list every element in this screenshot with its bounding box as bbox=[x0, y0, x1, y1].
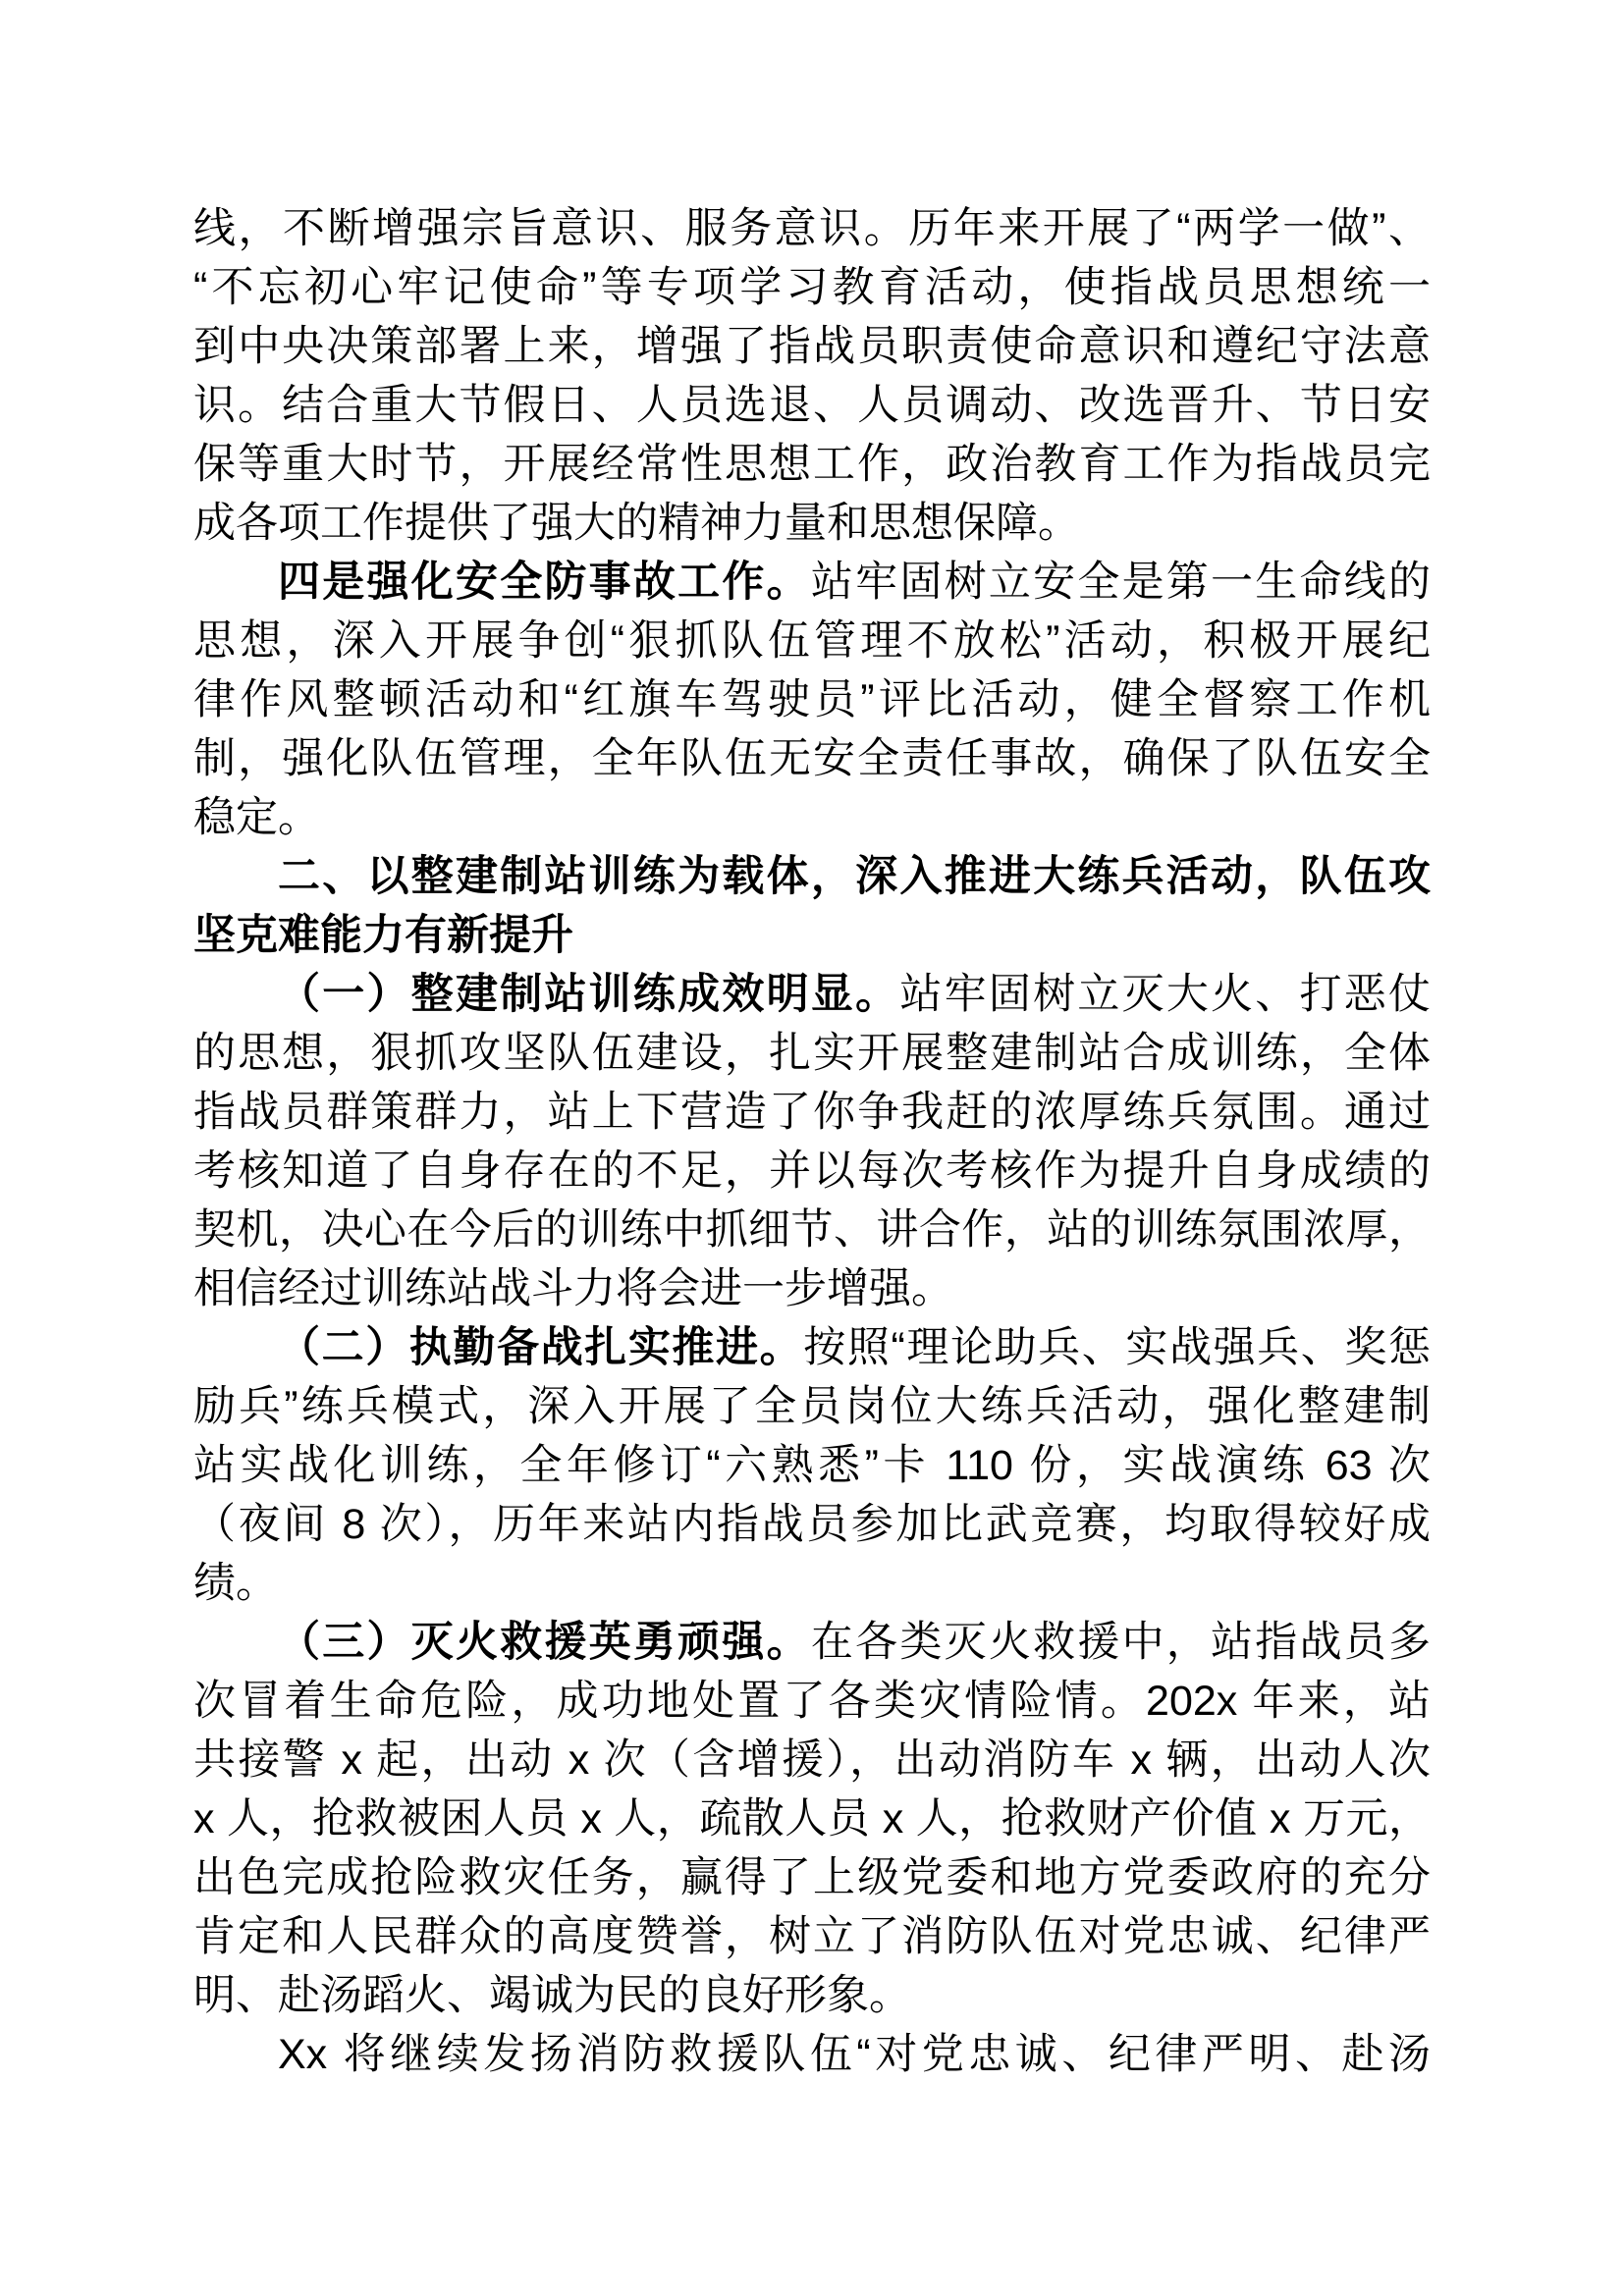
bold-text-run: （一）整建制站训练成效明显。 bbox=[278, 971, 900, 1018]
text-run: 出色完成抢险救灾任务，赢得了上级党委和地方党委政府的充分 bbox=[193, 1854, 1431, 1901]
text-run: 稳定。 bbox=[193, 794, 320, 841]
text-line-28 bbox=[193, 1789, 1431, 1848]
text-run: Xx 将继续发扬消防救援队伍“对党忠诚、纪律严明、赴汤 bbox=[278, 2031, 1431, 2078]
document-body bbox=[193, 199, 1431, 2084]
text-run: 绩。 bbox=[193, 1560, 278, 1607]
text-run: 思想，深入开展争创“狠抓队伍管理不放松”活动，积极开展纪 bbox=[193, 617, 1431, 665]
text-run: 肯定和人民群众的高度赞誉，树立了消防队伍对党忠诚、纪律严 bbox=[193, 1913, 1431, 1960]
text-line-21 bbox=[193, 1377, 1431, 1436]
text-line-10 bbox=[193, 729, 1431, 788]
text-run: “不忘初心牢记使命”等专项学习教育活动，使指战员思想统一 bbox=[193, 264, 1431, 311]
text-line-9 bbox=[193, 670, 1431, 729]
text-run: 相信经过训练站战斗力将会进一步增强。 bbox=[193, 1265, 953, 1312]
text-line-11 bbox=[193, 788, 1431, 847]
text-line-19 bbox=[193, 1259, 1431, 1318]
text-run: 律作风整顿活动和“红旗车驾驶员”评比活动，健全督察工作机 bbox=[193, 676, 1431, 723]
text-run: 识。结合重大节假日、人员选退、人员调动、改选晋升、节日安 bbox=[193, 382, 1431, 429]
bold-text-run: 四是强化安全防事故工作。 bbox=[278, 559, 811, 606]
text-line-22 bbox=[193, 1436, 1431, 1495]
text-line-31 bbox=[193, 1966, 1431, 2025]
text-line-2 bbox=[193, 258, 1431, 317]
bold-text-run: （二）执勤备战扎实推进。 bbox=[278, 1324, 804, 1371]
text-line-15 bbox=[193, 1024, 1431, 1083]
text-line-26 bbox=[193, 1672, 1431, 1731]
text-run: 按照“理论助兵、实战强兵、奖惩 bbox=[803, 1324, 1431, 1371]
text-line-20 bbox=[193, 1318, 1431, 1377]
bold-text-run: 二、以整建制站训练为载体，深入推进大练兵活动，队伍攻 bbox=[278, 853, 1431, 900]
text-line-17 bbox=[193, 1142, 1431, 1201]
text-run: 保等重大时节，开展经常性思想工作，政治教育工作为指战员完 bbox=[193, 441, 1431, 488]
text-line-7 bbox=[193, 553, 1431, 612]
bold-text-run: 坚克难能力有新提升 bbox=[193, 912, 573, 959]
text-line-18 bbox=[193, 1201, 1431, 1259]
text-line-14 bbox=[193, 965, 1431, 1024]
text-run: 共接警 x 起，出动 x 次（含增援），出动消防车 x 辆，出动人次 bbox=[193, 1736, 1431, 1784]
text-line-30 bbox=[193, 1907, 1431, 1966]
text-line-29 bbox=[193, 1848, 1431, 1907]
text-run: 的思想，狠抓攻坚队伍建设，扎实开展整建制站合成训练，全体 bbox=[193, 1030, 1431, 1077]
text-line-13 bbox=[193, 906, 1431, 965]
text-line-24 bbox=[193, 1554, 1431, 1613]
text-line-12 bbox=[193, 847, 1431, 906]
text-run: 站牢固树立安全是第一生命线的 bbox=[810, 559, 1431, 606]
bold-text-run: （三）灭火救援英勇顽强。 bbox=[278, 1619, 811, 1666]
text-line-5 bbox=[193, 435, 1431, 494]
text-run: 明、赴汤蹈火、竭诚为民的良好形象。 bbox=[193, 1972, 911, 2019]
text-run: 到中央决策部署上来，增强了指战员职责使命意识和遵纪守法意 bbox=[193, 323, 1431, 370]
text-run: 励兵”练兵模式，深入开展了全员岗位大练兵活动，强化整建制 bbox=[193, 1383, 1431, 1430]
text-run: （夜间 8 次），历年来站内指战员参加比武竞赛，均取得较好成 bbox=[193, 1501, 1431, 1548]
text-line-25 bbox=[193, 1613, 1431, 1672]
text-run: 站实战化训练，全年修订“六熟悉”卡 110 份，实战演练 63 次 bbox=[193, 1442, 1431, 1489]
text-line-4 bbox=[193, 376, 1431, 435]
text-run: 在各类灭火救援中，站指战员多 bbox=[810, 1619, 1431, 1666]
text-run: 契机，决心在今后的训练中抓细节、讲合作，站的训练氛围浓厚， bbox=[193, 1206, 1431, 1254]
text-line-6 bbox=[193, 494, 1431, 553]
text-line-23 bbox=[193, 1495, 1431, 1554]
text-run: 站牢固树立灭大火、打恶仗 bbox=[899, 971, 1431, 1018]
text-run: 制，强化队伍管理，全年队伍无安全责任事故，确保了队伍安全 bbox=[193, 735, 1431, 782]
text-run: 线，不断增强宗旨意识、服务意识。历年来开展了“两学一做”、 bbox=[193, 205, 1431, 252]
text-line-27 bbox=[193, 1731, 1431, 1789]
text-line-16 bbox=[193, 1083, 1431, 1142]
text-run: 成各项工作提供了强大的精神力量和思想保障。 bbox=[193, 500, 1080, 547]
text-line-1 bbox=[193, 199, 1431, 258]
text-run: 考核知道了自身存在的不足，并以每次考核作为提升自身成绩的 bbox=[193, 1148, 1431, 1195]
text-line-8 bbox=[193, 612, 1431, 670]
text-line-3 bbox=[193, 317, 1431, 376]
text-line-32 bbox=[193, 2025, 1431, 2084]
text-run: x 人，抢救被困人员 x 人，疏散人员 x 人，抢救财产价值 x 万元， bbox=[193, 1795, 1431, 1842]
text-run: 指战员群策群力，站上下营造了你争我赶的浓厚练兵氛围。通过 bbox=[193, 1089, 1431, 1136]
text-run: 次冒着生命危险，成功地处置了各类灾情险情。202x 年来，站 bbox=[193, 1678, 1431, 1725]
